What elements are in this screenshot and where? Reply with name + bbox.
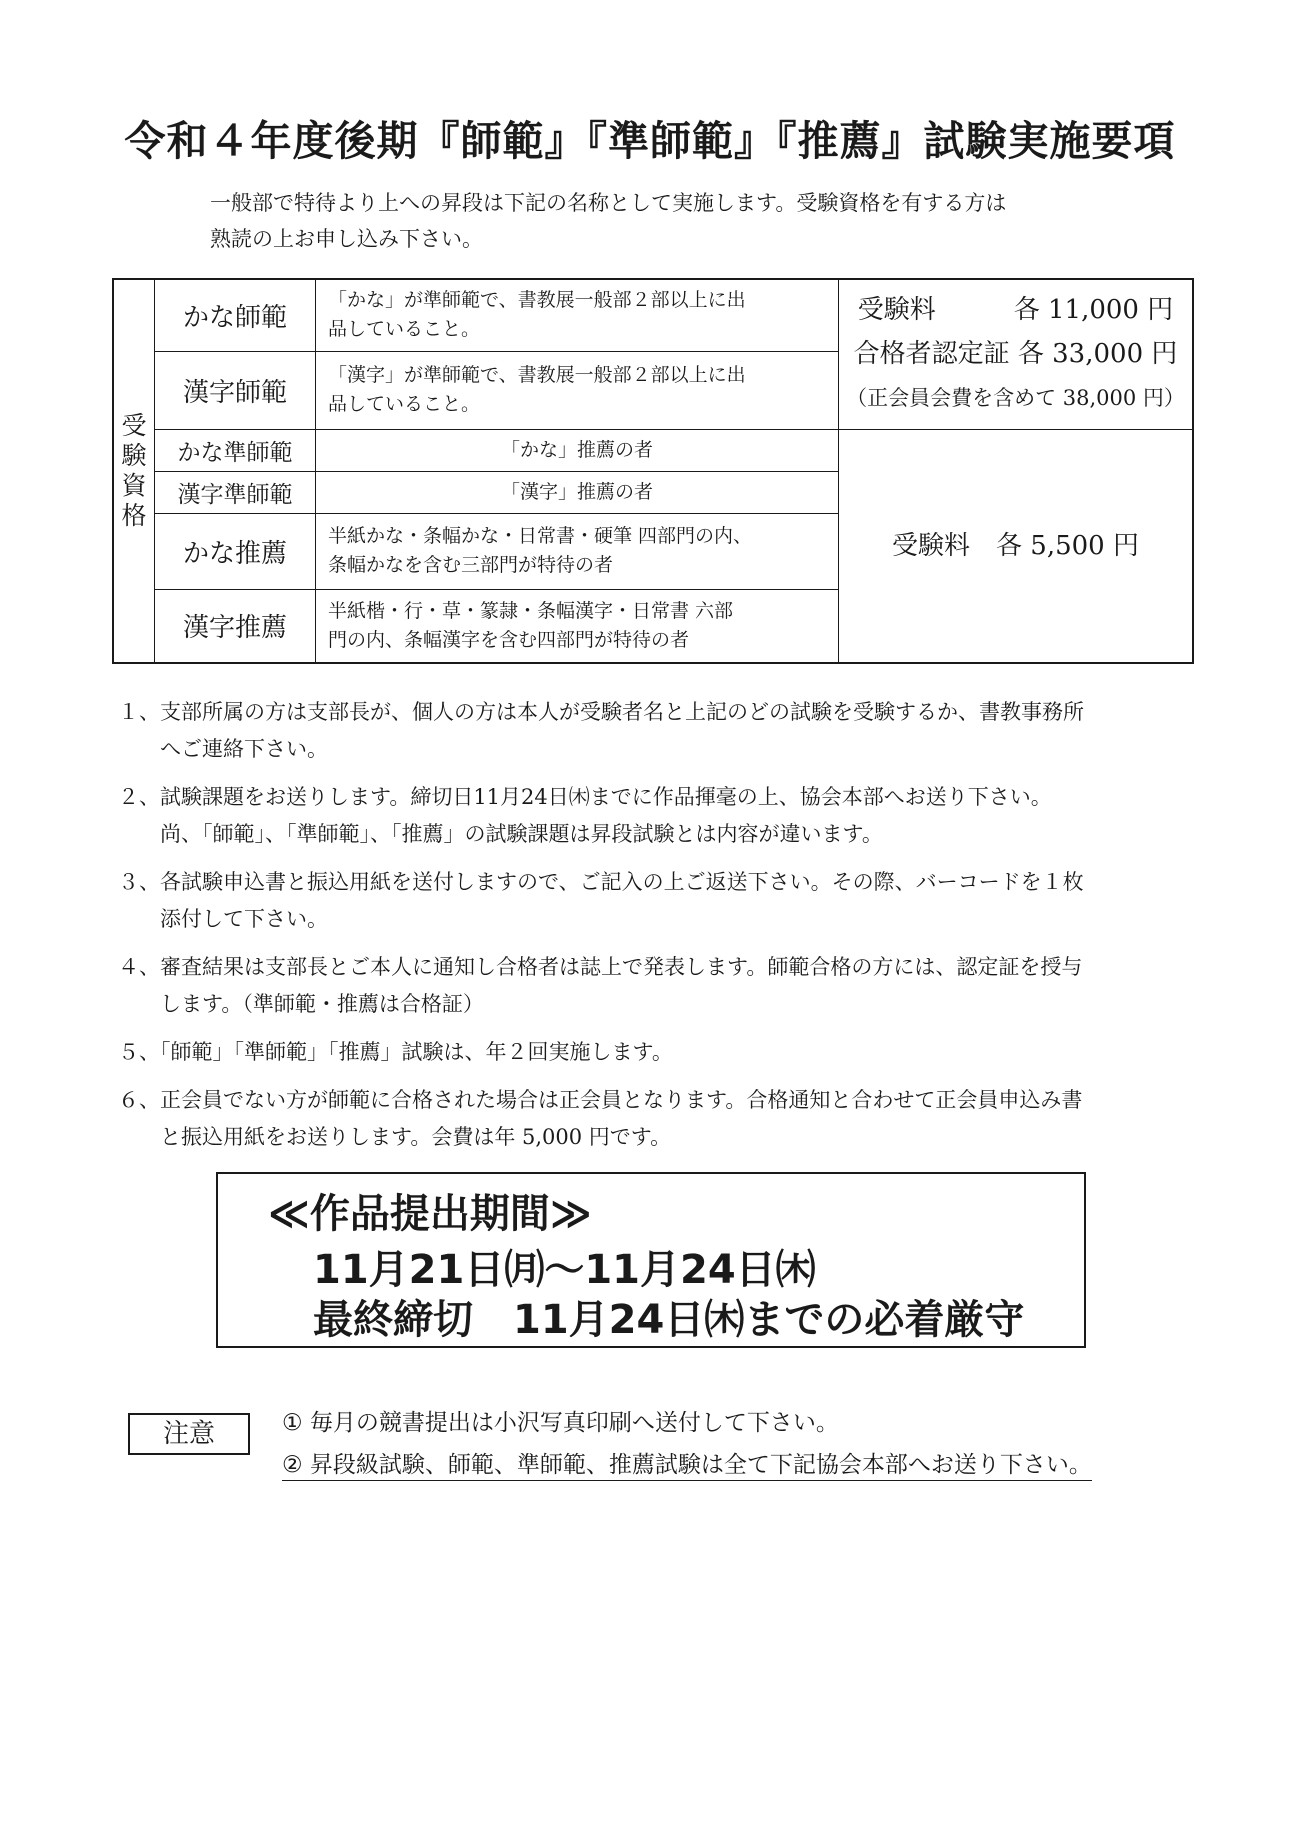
caution-item bbox=[282, 1444, 1092, 1486]
note-line: ４、審査結果は支部長とご本人に通知し合格者は誌上で発表します。師範合格の方には、認定証を授与 bbox=[118, 955, 1083, 979]
condition-line: 門の内、条幅漢字を含む四部門が特待の者 bbox=[328, 628, 690, 651]
fee-line: 受験料 各 11,000 円 bbox=[857, 295, 1174, 326]
exam-condition bbox=[316, 589, 839, 663]
exam-name: かな準師範 bbox=[155, 429, 316, 471]
exam-name: 漢字準師範 bbox=[155, 471, 316, 513]
condition-line: 「かな」が準師範で、書教展一般部２部以上に出 bbox=[328, 289, 746, 312]
header-char: 験 bbox=[121, 441, 147, 470]
note-line: １、支部所属の方は支部長が、個人の方は本人が受験者名と上記のどの試験を受験するか、書教事務所 bbox=[118, 700, 1084, 724]
note-item bbox=[118, 1082, 1208, 1156]
exam-name: かな師範 bbox=[155, 279, 316, 351]
condition-line: 品していること。 bbox=[328, 393, 481, 415]
note-item bbox=[118, 779, 1208, 853]
exam-condition bbox=[316, 279, 839, 351]
exam-name: かな推薦 bbox=[155, 513, 316, 589]
exam-condition bbox=[316, 351, 839, 429]
condition-line: 品していること。 bbox=[328, 318, 481, 341]
fee-line: （正会員会費を含めて 38,000 円） bbox=[846, 386, 1185, 411]
condition-line: 半紙楷・行・草・篆隷・条幅漢字・日常書 六部 bbox=[328, 599, 734, 622]
note-line: ３、各試験申込書と振込用紙を送付しますので、ご記入の上ご返送下さい。その際、バーコードを１枚 bbox=[118, 870, 1084, 894]
caution-list bbox=[282, 1402, 1092, 1486]
condition-line: 条幅かなを含む三部門が特待の者 bbox=[328, 554, 614, 576]
other-fee: 受験料 各 5,500 円 bbox=[839, 429, 1194, 663]
qualification-table bbox=[112, 278, 1194, 664]
note-item bbox=[118, 694, 1208, 768]
exam-condition: 「かな」推薦の者 bbox=[316, 429, 839, 471]
master-fee bbox=[839, 279, 1194, 429]
intro-paragraph bbox=[210, 185, 1110, 257]
caution-label: 注意 bbox=[128, 1413, 250, 1455]
notes-list bbox=[118, 694, 1208, 1167]
exam-name: 漢字師範 bbox=[155, 351, 316, 429]
caution-item-text: ② 昇段級試験、師範、準師範、推薦試験は全て下記協会本部へお送り下さい。 bbox=[282, 1452, 1092, 1481]
submission-period-box bbox=[216, 1172, 1086, 1348]
caution-item: ① 毎月の競書提出は小沢写真印刷へ送付して下さい。 bbox=[282, 1410, 839, 1436]
note-line: ２、試験課題をお送りします。締切日11月24日㈭までに作品揮毫の上、協会本部へお送り下さい。 bbox=[118, 785, 1052, 809]
condition-line: 半紙かな・条幅かな・日常書・硬筆 四部門の内、 bbox=[328, 525, 753, 547]
note-line: ５、「師範」「準師範」「推薦」試験は、年２回実施します。 bbox=[118, 1040, 673, 1064]
note-continuation: します。（準師範・推薦は合格証） bbox=[160, 992, 484, 1016]
intro-line: 熟読の上お申し込み下さい。 bbox=[210, 227, 483, 251]
period-heading: ≪作品提出期間≫ bbox=[268, 1191, 592, 1237]
note-line: ６、正会員でない方が師範に合格された場合は正会員となります。合格通知と合わせて正会員申込み書 bbox=[118, 1088, 1083, 1112]
page-title: 令和４年度後期『師範』『準師範』『推薦』試験実施要項 bbox=[124, 117, 1176, 165]
table-row bbox=[113, 279, 1193, 351]
intro-line: 一般部で特待より上への昇段は下記の名称として実施します。受験資格を有する方は bbox=[210, 191, 1007, 215]
note-item bbox=[118, 1034, 1208, 1071]
period-deadline: 最終締切 11月24日㈭までの必着厳守 bbox=[313, 1297, 1025, 1343]
note-continuation: 添付して下さい。 bbox=[160, 907, 328, 931]
exam-name: 漢字推薦 bbox=[155, 589, 316, 663]
qualification-header bbox=[113, 279, 155, 663]
condition-line: 「漢字」が準師範で、書教展一般部２部以上に出 bbox=[328, 364, 746, 386]
note-continuation: 尚、「師範」、「準師範」、「推薦」の試験課題は昇段試験とは内容が違います。 bbox=[160, 822, 883, 846]
fee-line: 合格者認定証 各 33,000 円 bbox=[853, 339, 1178, 370]
table-row bbox=[113, 429, 1193, 471]
header-char: 格 bbox=[121, 501, 147, 530]
note-item bbox=[118, 949, 1208, 1023]
header-char: 受 bbox=[121, 411, 147, 440]
note-continuation: へご連絡下さい。 bbox=[160, 737, 328, 761]
header-char: 資 bbox=[121, 471, 147, 500]
note-item bbox=[118, 864, 1208, 938]
exam-condition bbox=[316, 513, 839, 589]
exam-condition: 「漢字」推薦の者 bbox=[316, 471, 839, 513]
period-dates: 11月21日㈪～11月24日㈭ bbox=[313, 1247, 816, 1293]
note-continuation: と振込用紙をお送りします。会費は年 5,000 円です。 bbox=[160, 1125, 672, 1149]
